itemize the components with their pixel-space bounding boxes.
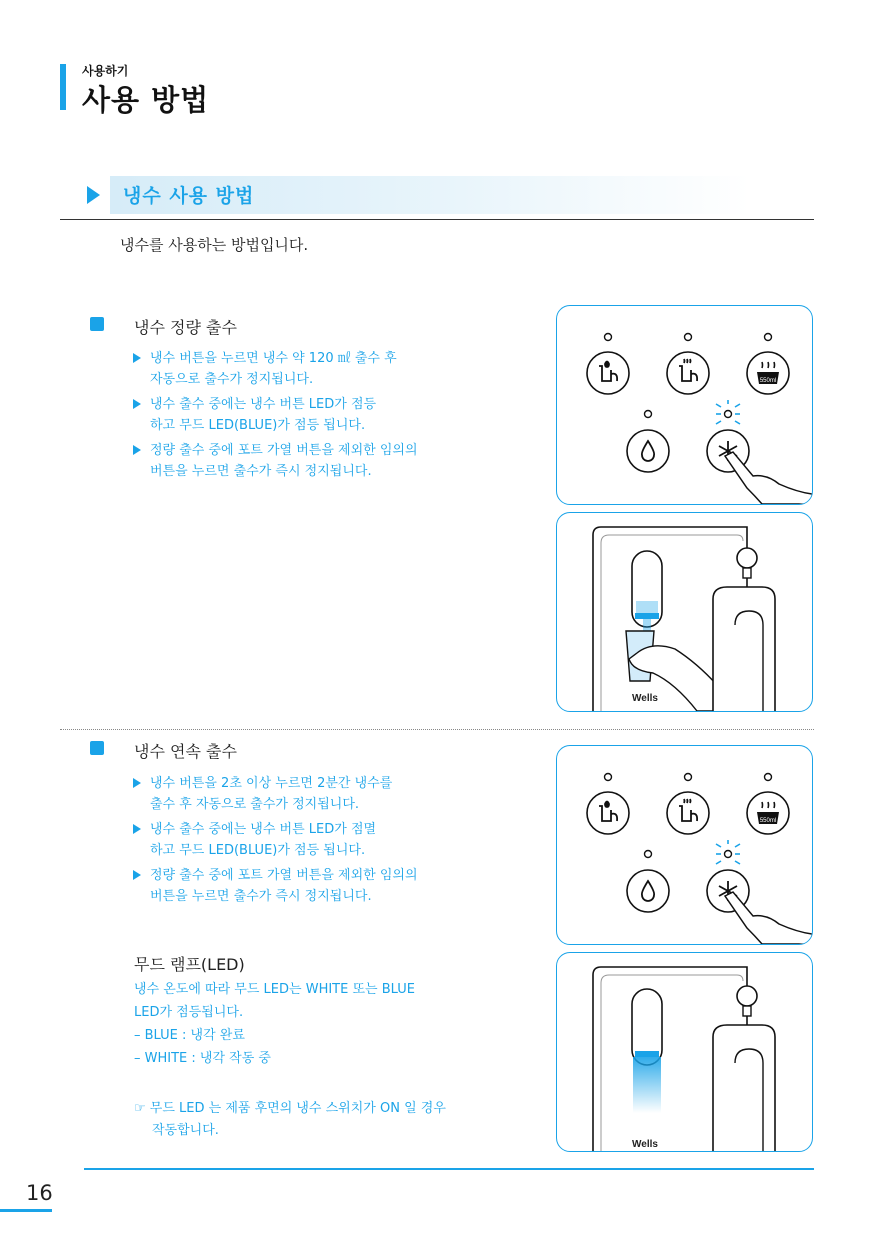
page-number-underline xyxy=(0,1209,52,1212)
bullet-line: 하고 무드 LED(BLUE)가 점등 됩니다. xyxy=(150,843,366,858)
bullet-line: 정량 출수 중에 포트 가열 버튼을 제외한 임의의 xyxy=(150,868,418,883)
header-accent-bar xyxy=(60,64,66,110)
bullet-line: 냉수 출수 중에는 냉수 버튼 LED가 점멸 xyxy=(150,822,377,837)
page-title: 사용 방법 xyxy=(82,83,210,117)
block2-bullet-list xyxy=(131,773,520,911)
hand-press-icon xyxy=(725,452,812,504)
mood-lamp-description xyxy=(134,978,524,1070)
header-category: 사용하기 xyxy=(82,64,129,78)
bullet-line: 냉수 출수 중에는 냉수 버튼 LED가 점등 xyxy=(150,397,377,412)
hand-press-icon xyxy=(725,892,812,944)
water-drop-icon xyxy=(627,430,669,472)
footer-divider xyxy=(84,1168,814,1170)
bullet-triangle-icon xyxy=(133,399,141,409)
list-item xyxy=(131,773,520,815)
list-item xyxy=(131,394,520,436)
blink-rays-icon xyxy=(716,400,740,424)
page-number: 16 xyxy=(26,1181,53,1205)
bullet-line: 출수 후 자동으로 출수가 정지됩니다. xyxy=(150,797,360,812)
section-description: 냉수를 사용하는 방법입니다. xyxy=(120,236,309,254)
blink-rays-icon xyxy=(716,840,740,864)
dispenser-mood-led-illustration xyxy=(556,952,813,1152)
led-indicator-2 xyxy=(685,334,692,341)
button-550-label: 550ml xyxy=(759,378,777,384)
list-item xyxy=(131,865,520,907)
water-drop-icon xyxy=(627,870,669,912)
button-550-label: 550ml xyxy=(759,818,777,824)
bullet-triangle-icon xyxy=(133,445,141,455)
bullet-line: 자동으로 출수가 정지됩니다. xyxy=(150,372,314,387)
section-marker-icon xyxy=(87,186,100,204)
control-panel-illustration xyxy=(556,305,813,505)
list-item xyxy=(131,819,520,861)
bullet-triangle-icon xyxy=(133,353,141,363)
bullet-line: 냉수 버튼을 누르면 냉수 약 120 ㎖ 출수 후 xyxy=(150,351,397,366)
bullet-triangle-icon xyxy=(133,824,141,834)
led-indicator-mood xyxy=(725,411,732,418)
block2-marker-icon xyxy=(90,741,104,755)
block1-bullet-list xyxy=(131,348,520,486)
block2-title: 냉수 연속 출수 xyxy=(134,742,237,761)
mood-line: – BLUE : 냉각 완료 xyxy=(134,1028,245,1043)
control-panel-illustration-continuous xyxy=(556,745,813,945)
note-line: 작동합니다. xyxy=(152,1123,219,1138)
brand-logo: Wells xyxy=(632,1139,658,1150)
bullet-line: 버튼을 누르면 출수가 즉시 정지됩니다. xyxy=(150,464,372,479)
cup-water-icon xyxy=(587,792,629,834)
bullet-line: 정량 출수 중에 포트 가열 버튼을 제외한 임의의 xyxy=(150,443,418,458)
note-line: ☞ 무드 LED 는 제품 후면의 냉수 스위치가 ON 일 경우 xyxy=(134,1101,446,1116)
cup-water-icon xyxy=(587,352,629,394)
pot-heat-icon xyxy=(667,792,709,834)
bullet-triangle-icon xyxy=(133,870,141,880)
bullet-triangle-icon xyxy=(133,778,141,788)
block1-marker-icon xyxy=(90,317,104,331)
bullet-line: 버튼을 누르면 출수가 즉시 정지됩니다. xyxy=(150,889,372,904)
bullet-line: 냉수 버튼을 2초 이상 누르면 2분간 냉수를 xyxy=(150,776,393,791)
led-indicator-1 xyxy=(605,334,612,341)
brand-logo: Wells xyxy=(632,693,658,704)
section-title: 냉수 사용 방법 xyxy=(123,185,255,207)
led-indicator-3 xyxy=(765,334,772,341)
dispenser-cup-illustration xyxy=(556,512,813,712)
mood-lamp-note xyxy=(134,1098,534,1142)
mood-line: – WHITE : 냉각 작동 중 xyxy=(134,1051,271,1066)
pot-heat-icon xyxy=(667,352,709,394)
list-item xyxy=(131,440,520,482)
led-indicator-cold xyxy=(645,411,652,418)
block1-title: 냉수 정량 출수 xyxy=(134,318,237,337)
section-divider xyxy=(60,219,814,220)
bullet-line: 하고 무드 LED(BLUE)가 점등 됩니다. xyxy=(150,418,366,433)
block-divider xyxy=(60,729,814,730)
mood-line: LED가 점등됩니다. xyxy=(134,1005,244,1020)
mood-led-glow xyxy=(633,1057,661,1113)
mood-lamp-title: 무드 램프(LED) xyxy=(134,955,245,974)
mood-line: 냉수 온도에 따라 무드 LED는 WHITE 또는 BLUE xyxy=(134,982,415,997)
list-item xyxy=(131,348,520,390)
